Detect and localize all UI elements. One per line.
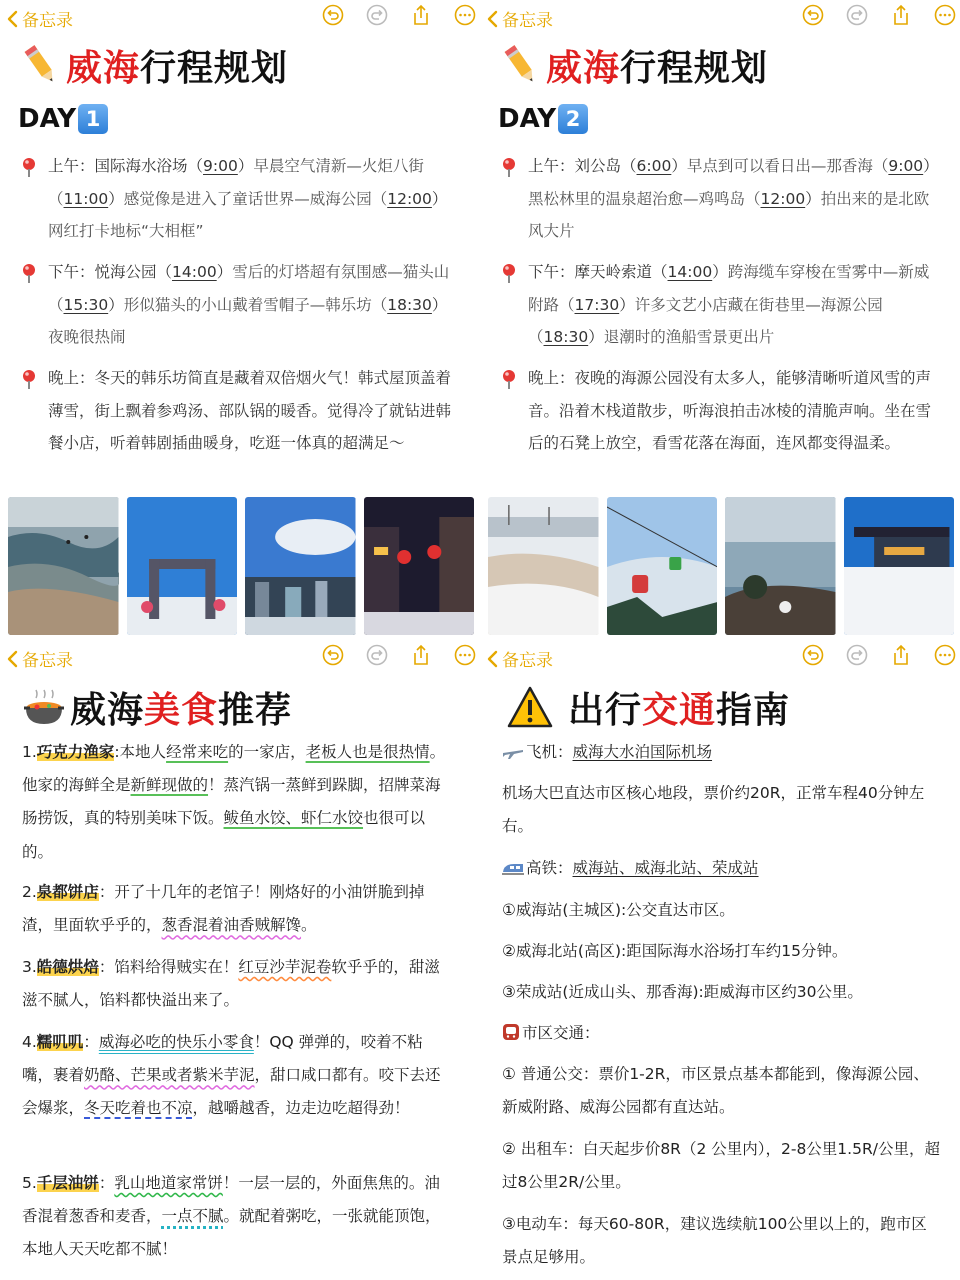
section-label: 飞机： xyxy=(526,743,573,761)
back-label: 备忘录 xyxy=(502,651,553,671)
item-emphasis: 奶酪、芒果或者紫米芋泥 xyxy=(84,1066,255,1085)
entry-text: ） xyxy=(431,295,448,314)
more-icon[interactable] xyxy=(934,4,956,26)
share-icon[interactable] xyxy=(890,4,912,26)
item-text: 。 xyxy=(301,916,317,935)
page-title xyxy=(22,680,292,734)
item-text: 本地人 xyxy=(119,743,167,761)
item-emphasis: 威海必吃的快乐小零食 xyxy=(98,1033,254,1051)
item-emphasis: 红豆沙芋泥卷 xyxy=(238,958,332,976)
item-emphasis: 一点不腻 xyxy=(161,1207,224,1226)
rail-section xyxy=(502,852,942,885)
food-item-1 xyxy=(22,736,452,869)
item-emphasis: 新鲜现做的 xyxy=(130,776,209,795)
separator: ： xyxy=(98,1174,115,1192)
item-emphasis: 乳山地道家常饼 xyxy=(114,1174,223,1192)
item-text: ，甜口咸口都有。咬下去还会爆浆， xyxy=(22,1066,441,1118)
restaurant-name: 糯叽叽 xyxy=(36,1033,84,1051)
time: 14:00 xyxy=(667,263,713,281)
afternoon-entry xyxy=(500,256,940,354)
item-text: ，越嚼越香，边走边吃超得劲！ xyxy=(192,1099,410,1118)
entry-text: ） xyxy=(712,263,728,281)
pin-icon xyxy=(20,263,38,283)
back-label: 备忘录 xyxy=(502,11,553,31)
frame-landmark-photo[interactable] xyxy=(127,497,238,635)
item-text: 开了十几年的老馆子！刚烙好的小油饼脆到掉渣，里面软乎乎的， xyxy=(22,883,425,935)
back-label: 备忘录 xyxy=(22,11,73,31)
time: 12:00 xyxy=(387,189,432,208)
section-label: 市区交通： xyxy=(522,1024,600,1042)
more-icon[interactable] xyxy=(454,644,476,666)
cable-car-photo[interactable] xyxy=(607,497,718,635)
item-number: 4. xyxy=(22,1033,37,1051)
itinerary-day2-panel xyxy=(480,0,960,640)
chevron-left-icon xyxy=(486,10,498,28)
title-city: 威海 xyxy=(66,47,141,89)
entry-desc: 早点到可以看日出—那香海（ xyxy=(686,157,889,175)
item-emphasis: 冬天吃着也不凉 xyxy=(84,1099,193,1118)
plane-desc: 机场大巴直达市区核心地段，票价约20R，正常车程40分钟左右。 xyxy=(502,784,925,835)
page-title xyxy=(20,38,288,92)
morning-entry xyxy=(500,150,940,248)
rail-line-1: ①威海站(主城区):公交直达市区。 xyxy=(502,901,735,919)
time: 11:00 xyxy=(63,189,109,208)
time: 18:30 xyxy=(387,295,432,314)
pin-icon xyxy=(500,263,518,283)
separator: ： xyxy=(83,1033,99,1051)
title-rest: 行程规划 xyxy=(140,47,289,89)
city-view-photo[interactable] xyxy=(245,497,356,635)
food-item-3 xyxy=(22,951,452,1017)
entry-text: ） xyxy=(923,157,939,175)
entry-desc: 雪后的灯塔超有氛围感—猫头山（ xyxy=(48,263,450,314)
item-number: 1. xyxy=(22,743,37,761)
beach-photo[interactable] xyxy=(8,497,119,635)
entry-desc: 形似猫头的小山戴着雪帽子—韩乐坊（ xyxy=(123,295,388,314)
title-part: 指南 xyxy=(716,689,791,731)
item-text: ！一层一层的，外面焦焦的。油香混着葱香和麦香， xyxy=(22,1174,440,1226)
day-label xyxy=(18,104,108,134)
food-panel xyxy=(0,640,480,1280)
separator: ： xyxy=(98,883,115,901)
food-item-4 xyxy=(22,1026,452,1126)
food-item-5 xyxy=(22,1167,452,1267)
time: 6:00 xyxy=(636,157,672,175)
entry-text: 下午：摩天岭索道（ xyxy=(528,263,668,281)
undo-icon[interactable] xyxy=(322,644,344,666)
redo-icon[interactable] xyxy=(846,4,868,26)
entry-desc: 许多文艺小店藏在街巷里—海源公园（ xyxy=(528,295,883,346)
entry-text: 上午：国际海水浴场（ xyxy=(48,157,204,175)
time: 15:30 xyxy=(63,295,109,314)
city-bus: ① 普通公交：票价1-2R，市区景点基本都能到，像海源公园、新威附路、威海公园都有直达站。 xyxy=(502,1065,929,1116)
warning-icon xyxy=(506,685,554,729)
street-night-photo[interactable] xyxy=(364,497,475,635)
day-number-badge: 2 xyxy=(558,104,588,134)
undo-icon[interactable] xyxy=(802,644,824,666)
page-title xyxy=(506,680,790,734)
more-icon[interactable] xyxy=(934,644,956,666)
entry-text: ） xyxy=(108,295,124,314)
item-text: 。就配着粥吃，一张就能顶饱，本地人天天吃都不腻！ xyxy=(22,1207,441,1259)
title-part-highlight: 交通 xyxy=(642,689,717,731)
undo-icon[interactable] xyxy=(802,4,824,26)
item-text: ！蒸汽锅一蒸鲜到跺脚，招牌菜海肠捞饭，真的特别美味下饭。 xyxy=(22,776,441,828)
day-number-badge: 1 xyxy=(78,104,108,134)
share-icon[interactable] xyxy=(410,4,432,26)
city-taxi: ② 出租车：白天起步价8R（2 公里内），2-8公里1.5R/公里，超过8公里2R/公里。 xyxy=(502,1140,940,1191)
city-section xyxy=(502,1017,942,1050)
chevron-left-icon xyxy=(6,650,18,668)
day-label xyxy=(498,104,588,134)
entry-desc: 早晨空气清新—火炬八街（ xyxy=(48,157,424,208)
pencil-icon xyxy=(500,41,542,89)
item-text: 软乎乎的，甜滋滋不腻人，馅料都快溢出来了。 xyxy=(22,958,440,1010)
notes-toolbar xyxy=(0,644,480,674)
item-text: ！QQ 弹弹的，咬着不粘嘴，裹着 xyxy=(22,1033,423,1085)
item-emphasis: 葱香混着油香贼解馋 xyxy=(161,916,302,935)
back-label: 备忘录 xyxy=(22,651,73,671)
item-emphasis: 经常来吃 xyxy=(166,743,229,761)
item-emphasis: 老板人也是很热情 xyxy=(305,743,430,761)
food-item-2 xyxy=(22,876,452,942)
back-button[interactable] xyxy=(6,6,73,31)
redo-icon[interactable] xyxy=(846,644,868,666)
airplane-icon xyxy=(502,744,524,760)
undo-icon[interactable] xyxy=(322,4,344,26)
island-sea-photo[interactable] xyxy=(725,497,836,635)
day-text: DAY xyxy=(18,104,77,134)
item-number: 2. xyxy=(22,883,37,901)
entry-text: ） xyxy=(619,295,635,314)
entry-desc: 跨海缆车穿梭在雪雾中—新威附路（ xyxy=(528,263,930,314)
entry-text: 上午：刘公岛（ xyxy=(528,157,637,175)
pin-icon xyxy=(500,157,518,177)
snow-park-photo[interactable] xyxy=(844,497,955,635)
entry-desc: 黑松林里的温泉超治愈—鸡鸣岛（ xyxy=(528,189,761,208)
separator: : xyxy=(114,743,120,761)
title-part: 出行 xyxy=(568,689,643,731)
photo-strip xyxy=(488,497,954,635)
time: 14:00 xyxy=(172,263,217,281)
notes-toolbar xyxy=(0,4,480,34)
entry-text: ） xyxy=(108,189,124,208)
time: 18:30 xyxy=(543,328,589,346)
restaurant-name: 千层油饼 xyxy=(36,1174,99,1192)
chevron-left-icon xyxy=(6,10,18,28)
entry-desc: 退潮时的渔船雪景更出片 xyxy=(603,328,775,346)
time: 9:00 xyxy=(203,157,238,175)
entry-text: ） xyxy=(805,189,821,208)
redo-icon[interactable] xyxy=(366,644,388,666)
more-icon[interactable] xyxy=(454,4,476,26)
entry-desc: 网红打卡地标“大相框” xyxy=(48,222,204,240)
restaurant-name: 皓德烘焙 xyxy=(36,958,99,976)
snowy-coast-photo[interactable] xyxy=(488,497,599,635)
metro-icon xyxy=(502,1023,520,1041)
entry-text: ） xyxy=(431,189,448,208)
pin-icon xyxy=(20,369,38,389)
evening-entry xyxy=(500,362,940,460)
entry-desc: 夜晚很热闹 xyxy=(48,328,126,346)
evening-text: 晚上：冬天的韩乐坊简直是藏着双倍烟火气！韩式屋顶盖着薄雪，街上飘着参鸡汤、部队锅的暖香。觉得冷了就钻进韩餐小店，听着韩剧插曲暖身，吃逛一体真的超满足～ xyxy=(48,369,452,452)
share-icon[interactable] xyxy=(890,644,912,666)
restaurant-name: 泉都饼店 xyxy=(36,883,99,901)
itinerary-day1-panel xyxy=(0,0,480,640)
evening-entry xyxy=(20,362,460,460)
title-rest: 行程规划 xyxy=(620,47,769,89)
item-text: 的一家店， xyxy=(228,743,306,761)
item-emphasis: 鲅鱼水饺、虾仁水饺 xyxy=(223,809,364,828)
item-number: 3. xyxy=(22,958,37,976)
title-city: 威海 xyxy=(546,47,621,89)
back-button[interactable] xyxy=(486,6,553,31)
entry-desc: 拍出来的是北欧风大片 xyxy=(528,189,930,240)
item-number: 5. xyxy=(22,1174,37,1192)
entry-text: ） xyxy=(237,157,254,175)
item-text: 。他家的海鲜全是 xyxy=(22,743,446,795)
photo-strip xyxy=(8,497,474,635)
restaurant-name: 巧克力渔家 xyxy=(36,743,115,761)
evening-text: 晚上：夜晚的海源公园没有太多人，能够清晰听道风雪的声音。沿着木栈道散步，听海浪拍击冰棱的清脆声响。坐在雪后的石凳上放空，看雪花落在海面，连风都变得温柔。 xyxy=(528,369,932,452)
page-title xyxy=(500,38,768,92)
pin-icon xyxy=(20,157,38,177)
separator: ： xyxy=(98,958,115,976)
transport-panel xyxy=(480,640,960,1280)
plane-section xyxy=(502,736,942,769)
entry-text: ） xyxy=(671,157,687,175)
item-text: 馅料给得贼实在！ xyxy=(114,958,239,976)
train-icon xyxy=(502,860,524,876)
station-names: 威海站、威海北站、荣成站 xyxy=(572,859,759,877)
rail-line-3: ③荣成站(近成山头、那香海):距威海市区约30公里。 xyxy=(502,983,863,1001)
title-part-highlight: 美食 xyxy=(144,689,219,731)
city-ebike: ③电动车：每天60-80R，建议选续航100公里以上的，跑市区景点足够用。 xyxy=(502,1215,927,1266)
entry-desc: 感觉像是进入了童话世界—威海公园（ xyxy=(123,189,388,208)
time: 12:00 xyxy=(760,189,806,208)
notes-toolbar xyxy=(480,4,960,34)
pin-icon xyxy=(500,369,518,389)
section-label: 高铁： xyxy=(526,859,573,877)
hotpot-icon xyxy=(22,686,66,728)
day-text: DAY xyxy=(498,104,557,134)
title-part: 威海 xyxy=(70,689,145,731)
afternoon-entry xyxy=(20,256,460,354)
airport-name: 威海大水泊国际机场 xyxy=(572,743,713,761)
redo-icon[interactable] xyxy=(366,4,388,26)
item-text: 也很可以的。 xyxy=(22,809,426,861)
back-button[interactable] xyxy=(486,646,553,671)
morning-entry xyxy=(20,150,460,248)
entry-text: 下午：悦海公园（ xyxy=(48,263,173,281)
entry-text: ） xyxy=(588,328,604,346)
entry-text: ） xyxy=(216,263,233,281)
title-part: 推荐 xyxy=(218,689,293,731)
time: 9:00 xyxy=(888,157,924,175)
back-button[interactable] xyxy=(6,646,73,671)
chevron-left-icon xyxy=(486,650,498,668)
notes-toolbar xyxy=(480,644,960,674)
time: 17:30 xyxy=(574,295,620,314)
share-icon[interactable] xyxy=(410,644,432,666)
pencil-icon xyxy=(20,41,62,89)
rail-line-2: ②威海北站(高区):距国际海水浴场打车约15分钟。 xyxy=(502,942,848,960)
